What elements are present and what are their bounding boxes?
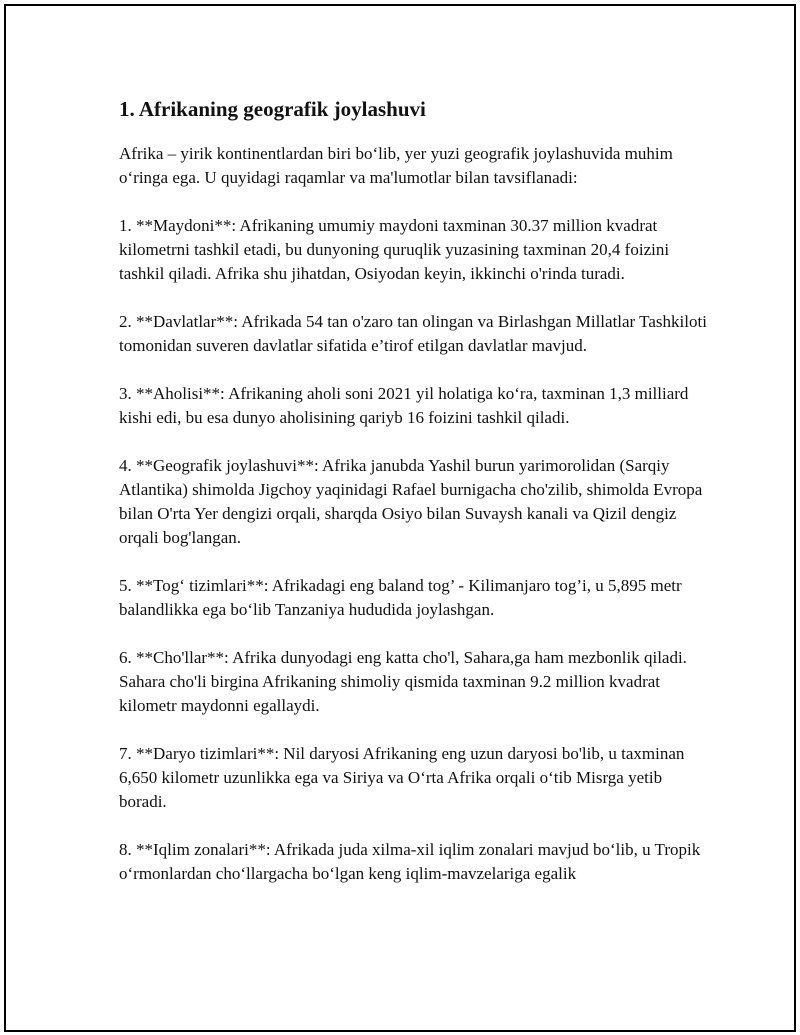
section-heading: 1. Afrikaning geografik joylashuvi [119,97,426,121]
item-river-systems: 7. **Daryo tizimlari**: Nil daryosi Afrikaning eng uzun daryosi bo'lib, u taxminan 6,650 kilometr uzunlikka ega va Siriya va O‘rta Afrika orqali o‘tib Misrga yetib boradi. [119,744,685,811]
document-content [119,94,709,910]
item-deserts: 6. **Cho'llar**: Afrika dunyodagi eng katta cho'l, Sahara,ga ham mezbonlik qiladi. Sahara cho'li birgina Afrikaning shimoliy qismida taxminan 9.2 million kvadrat kilometr maydonni egallaydi. [119,648,687,715]
item-climate-zones: 8. **Iqlim zonalari**: Afrikada juda xilma-xil iqlim zonalari mavjud bo‘lib, u Tropik o‘rmonlardan cho‘llargacha bo‘lgan keng iqlim-mavzelariga egalik [119,840,701,883]
document-page [4,4,796,1032]
item-mountain-systems: 5. **Tog‘ tizimlari**: Afrikadagi eng baland tog’ - Kilimanjaro tog’i, u 5,895 metr balandlikka ega bo‘lib Tanzaniya hududida joylashgan. [119,576,682,619]
item-population: 3. **Aholisi**: Afrikaning aholi soni 2021 yil holatiga ko‘ra, taxminan 1,3 milliard kishi edi, bu esa dunyo aholisining qariyb 16 foizini tashkil qiladi. [119,384,689,427]
intro-paragraph: Afrika – yirik kontinentlardan biri bo‘lib, yer yuzi geografik joylashuvida muhim o‘ringa ega. U quyidagi raqamlar va ma'lumotlar bilan tavsiflanadi: [119,144,673,187]
item-area: 1. **Maydoni**: Afrikaning umumiy maydoni taxminan 30.37 million kvadrat kilometrni tashkil etadi, bu dunyoning quruqlik yuzasining taxminan 20,4 foizini tashkil qiladi. Afrika shu jihatdan, Osiyodan keyin, ikkinchi o'rinda turadi. [119,216,670,283]
item-geographic-location: 4. **Geografik joylashuvi**: Afrika janubda Yashil burun yarimorolidan (Sarqiy Atlantika) shimolda Jigchoy yaqinidagi Rafael burnigacha cho'zilib, shimolda Evropa bilan O'rta Yer dengizi orqali, sharqda Osiyo bilan Suvaysh kanali va Qizil dengiz orqali bog'langan. [119,456,703,547]
item-countries: 2. **Davlatlar**: Afrikada 54 tan o'zaro tan olingan va Birlashgan Millatlar Tashkiloti tomonidan suveren davlatlar sifatida e’tirof etilgan davlatlar mavjud. [119,312,707,355]
